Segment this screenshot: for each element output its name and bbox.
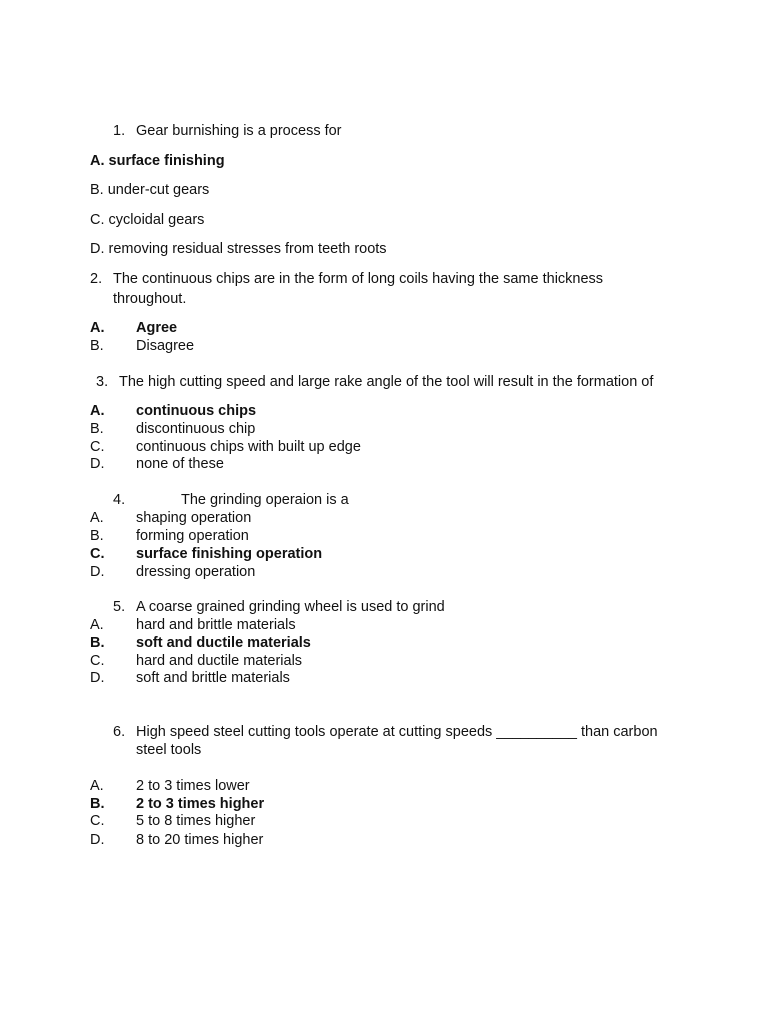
- q5-option-d: soft and brittle materials: [136, 670, 290, 686]
- q3-option-d-letter: D.: [90, 456, 105, 472]
- q5-option-b-answer: soft and ductile materials: [136, 635, 311, 651]
- q3-option-c-letter: C.: [90, 439, 105, 455]
- q3-option-b-letter: B.: [90, 421, 104, 437]
- q4-option-c-answer: surface finishing operation: [136, 546, 323, 562]
- q6-option-b-letter: B.: [90, 796, 105, 812]
- q5-option-d-letter: D.: [90, 670, 105, 686]
- q4-question-text: The grinding operaion is a: [181, 492, 349, 508]
- q5-option-a-letter: A.: [90, 617, 104, 633]
- q4-option-a: shaping operation: [136, 510, 252, 526]
- q3-option-a-letter: A.: [90, 403, 105, 419]
- q1-option-b: B. under-cut gears: [90, 182, 210, 198]
- q6-option-a: 2 to 3 times lower: [136, 778, 250, 794]
- q3-option-c: continuous chips with built up edge: [136, 439, 361, 455]
- q2-question-text-line1: The continuous chips are in the form of long coils having the same thickness: [113, 271, 604, 287]
- q4-option-b-letter: B.: [90, 528, 104, 544]
- q4-option-b: forming operation: [136, 528, 249, 544]
- q5-question-text: A coarse grained grinding wheel is used to grind: [136, 599, 445, 615]
- q5-option-c-letter: C.: [90, 653, 105, 669]
- q2-option-b: Disagree: [136, 338, 195, 354]
- q3-option-d: none of these: [136, 456, 224, 472]
- q6-number: 6.: [113, 724, 126, 740]
- q6-option-c-letter: C.: [90, 813, 105, 829]
- q2-number: 2.: [90, 271, 103, 287]
- q1-question-text: Gear burnishing is a process for: [136, 123, 342, 139]
- q6-question-text-line2: steel tools: [136, 742, 202, 758]
- q3-option-b: discontinuous chip: [136, 421, 256, 437]
- q6-option-d-letter: D.: [90, 832, 105, 848]
- q1-option-c: C. cycloidal gears: [90, 212, 205, 228]
- q3-option-a-answer: continuous chips: [136, 403, 257, 419]
- q6-option-c: 5 to 8 times higher: [136, 813, 256, 829]
- q5-number: 5.: [113, 599, 126, 615]
- q4-option-c-letter: C.: [90, 546, 105, 562]
- q5-option-c: hard and ductile materials: [136, 653, 303, 669]
- q3-question-text: The high cutting speed and large rake angle of the tool will result in the formation of: [119, 374, 654, 390]
- q5-option-b-letter: B.: [90, 635, 105, 651]
- q5-option-a: hard and brittle materials: [136, 617, 296, 633]
- q4-option-a-letter: A.: [90, 510, 104, 526]
- q6-option-d: 8 to 20 times higher: [136, 832, 264, 848]
- q1-option-a-answer: A. surface finishing: [90, 153, 225, 169]
- q2-option-a-letter: A.: [90, 320, 105, 336]
- q1-option-d: D. removing residual stresses from teeth roots: [90, 241, 387, 257]
- q4-number: 4.: [113, 492, 126, 508]
- q6-question-text-line1: High speed steel cutting tools operate at cutting speeds __________ than carbon: [136, 724, 658, 740]
- q1-number: 1.: [113, 123, 126, 139]
- q2-option-b-letter: B.: [90, 338, 104, 354]
- q2-question-text-line2: throughout.: [113, 291, 187, 307]
- q6-option-b-answer: 2 to 3 times higher: [136, 796, 265, 812]
- q3-number: 3.: [96, 374, 109, 390]
- q4-option-d: dressing operation: [136, 564, 256, 580]
- q6-option-a-letter: A.: [90, 778, 104, 794]
- q2-option-a-answer: Agree: [136, 320, 178, 336]
- q4-option-d-letter: D.: [90, 564, 105, 580]
